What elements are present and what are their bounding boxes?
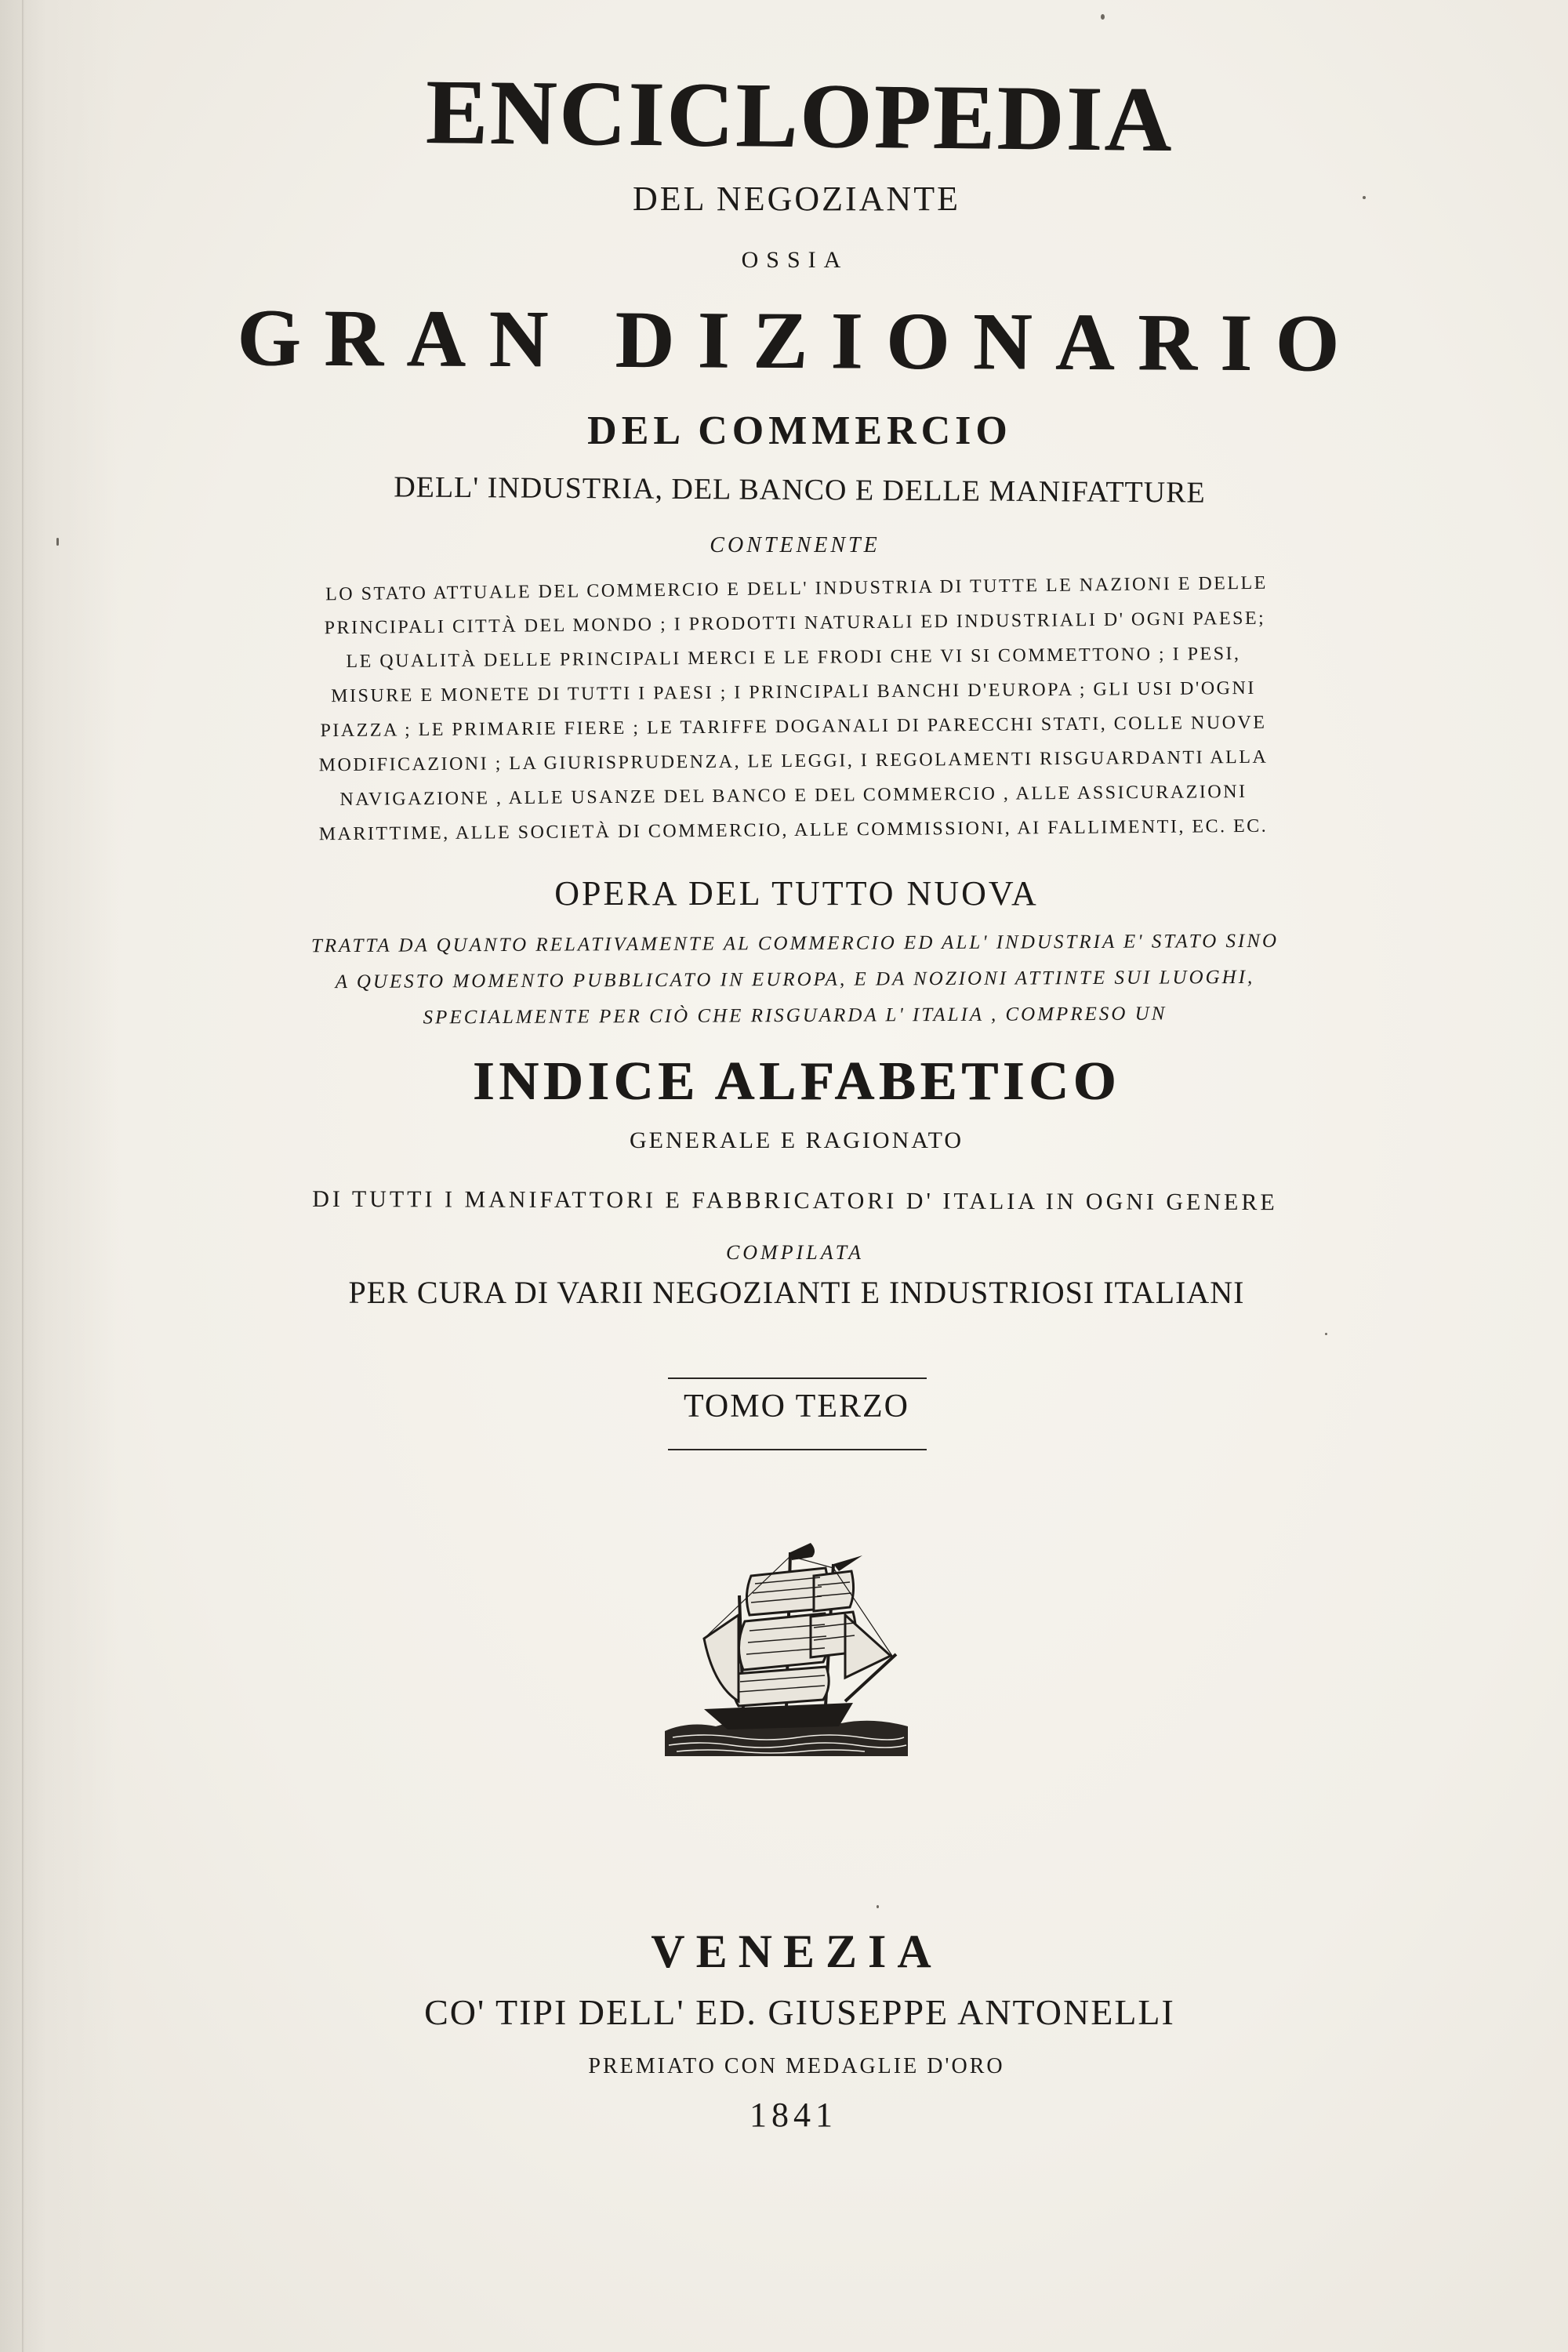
main-title: GRAN DIZIONARIO <box>237 292 1363 389</box>
index-title: INDICE ALFABETICO <box>472 1051 1121 1112</box>
contents-line: MISURE E MONETE DI TUTTI I PAESI ; I PRINCIPALI BANCHI D'EUROPA ; GLI USI D'OGNI <box>331 677 1256 707</box>
contents-line: LO STATO ATTUALE DEL COMMERCIO E DELL' INDUSTRIA DI TUTTE LE NAZIONI E DELLE <box>325 572 1269 605</box>
paper-speck <box>56 538 59 546</box>
contents-line: PRINCIPALI CITTÀ DEL MONDO ; I PRODOTTI NATURALI ED INDUSTRIALI D' OGNI PAESE; <box>324 608 1266 639</box>
volume-label: TOMO TERZO <box>684 1388 909 1425</box>
volume-rule-bottom <box>668 1449 927 1450</box>
ossia-line: OSSIA <box>741 247 849 273</box>
compilers-line: PER CURA DI VARII NEGOZIANTI E INDUSTRIOSI ITALIANI <box>348 1275 1245 1310</box>
ship-hull <box>704 1703 853 1730</box>
paper-speck <box>877 1905 879 1908</box>
contents-line: MARITTIME, ALLE SOCIETÀ DI COMMERCIO, ALLE COMMISSIONI, AI FALLIMENTI, EC. EC. <box>318 815 1269 845</box>
imprint-award: PREMIATO CON MEDAGLIE D'ORO <box>588 2054 1005 2078</box>
sailing-ship-icon <box>657 1521 916 1780</box>
imprint-city: VENEZIA <box>651 1926 942 1977</box>
scope-line: DELL' INDUSTRIA, DEL BANCO E DELLE MANIFATTURE <box>394 470 1206 510</box>
contents-line: MODIFICAZIONI ; LA GIURISPRUDENZA, LE LEGGI, I REGOLAMENTI RISGUARDANTI ALLA <box>318 746 1269 776</box>
imprint-year: 1841 <box>750 2096 837 2134</box>
imprint-printer: CO' TIPI DELL' ED. GIUSEPPE ANTONELLI <box>424 1992 1175 2032</box>
paper-speck <box>1325 1333 1327 1335</box>
volume-rule-top <box>668 1377 927 1379</box>
index-subtitle: GENERALE E RAGIONATO <box>629 1127 964 1153</box>
index-scope: DI TUTTI I MANIFATTORI E FABBRICATORI D' ITALIA IN OGNI GENERE <box>312 1185 1278 1216</box>
contents-line: PIAZZA ; LE PRIMARIE FIERE ; LE TARIFFE DOGANALI DI PARECCHI STATI, COLLE NUOVE <box>320 712 1267 742</box>
book-title: ENCICLOPEDIA <box>425 60 1174 171</box>
opera-line: OPERA DEL TUTTO NUOVA <box>554 874 1039 913</box>
paper-speck <box>1363 196 1366 199</box>
contenente-label: CONTENENTE <box>710 533 880 557</box>
main-subtitle: DEL COMMERCIO <box>587 408 1012 453</box>
contents-line: LE QUALITÀ DELLE PRINCIPALI MERCI E LE FRODI CHE VI SI COMMETTONO ; I PESI, <box>346 644 1241 672</box>
description-line: A QUESTO MOMENTO PUBBLICATO IN EUROPA, E DA NOZIONI ATTINTE SUI LUOGHI, <box>335 966 1255 993</box>
paper-speck <box>1101 14 1105 20</box>
description-line: TRATTA DA QUANTO RELATIVAMENTE AL COMMERCIO ED ALL' INDUSTRIA E' STATO SINO <box>310 930 1279 957</box>
description-line: SPECIALMENTE PER CIÒ CHE RISGUARDA L' ITALIA , COMPRESO UN <box>423 1003 1167 1029</box>
compilata-label: COMPILATA <box>725 1241 865 1264</box>
contents-line: NAVIGAZIONE , ALLE USANZE DEL BANCO E DEL COMMERCIO , ALLE ASSICURAZIONI <box>339 781 1247 811</box>
book-subtitle: DEL NEGOZIANTE <box>633 180 960 218</box>
ship-pennant <box>833 1555 862 1571</box>
